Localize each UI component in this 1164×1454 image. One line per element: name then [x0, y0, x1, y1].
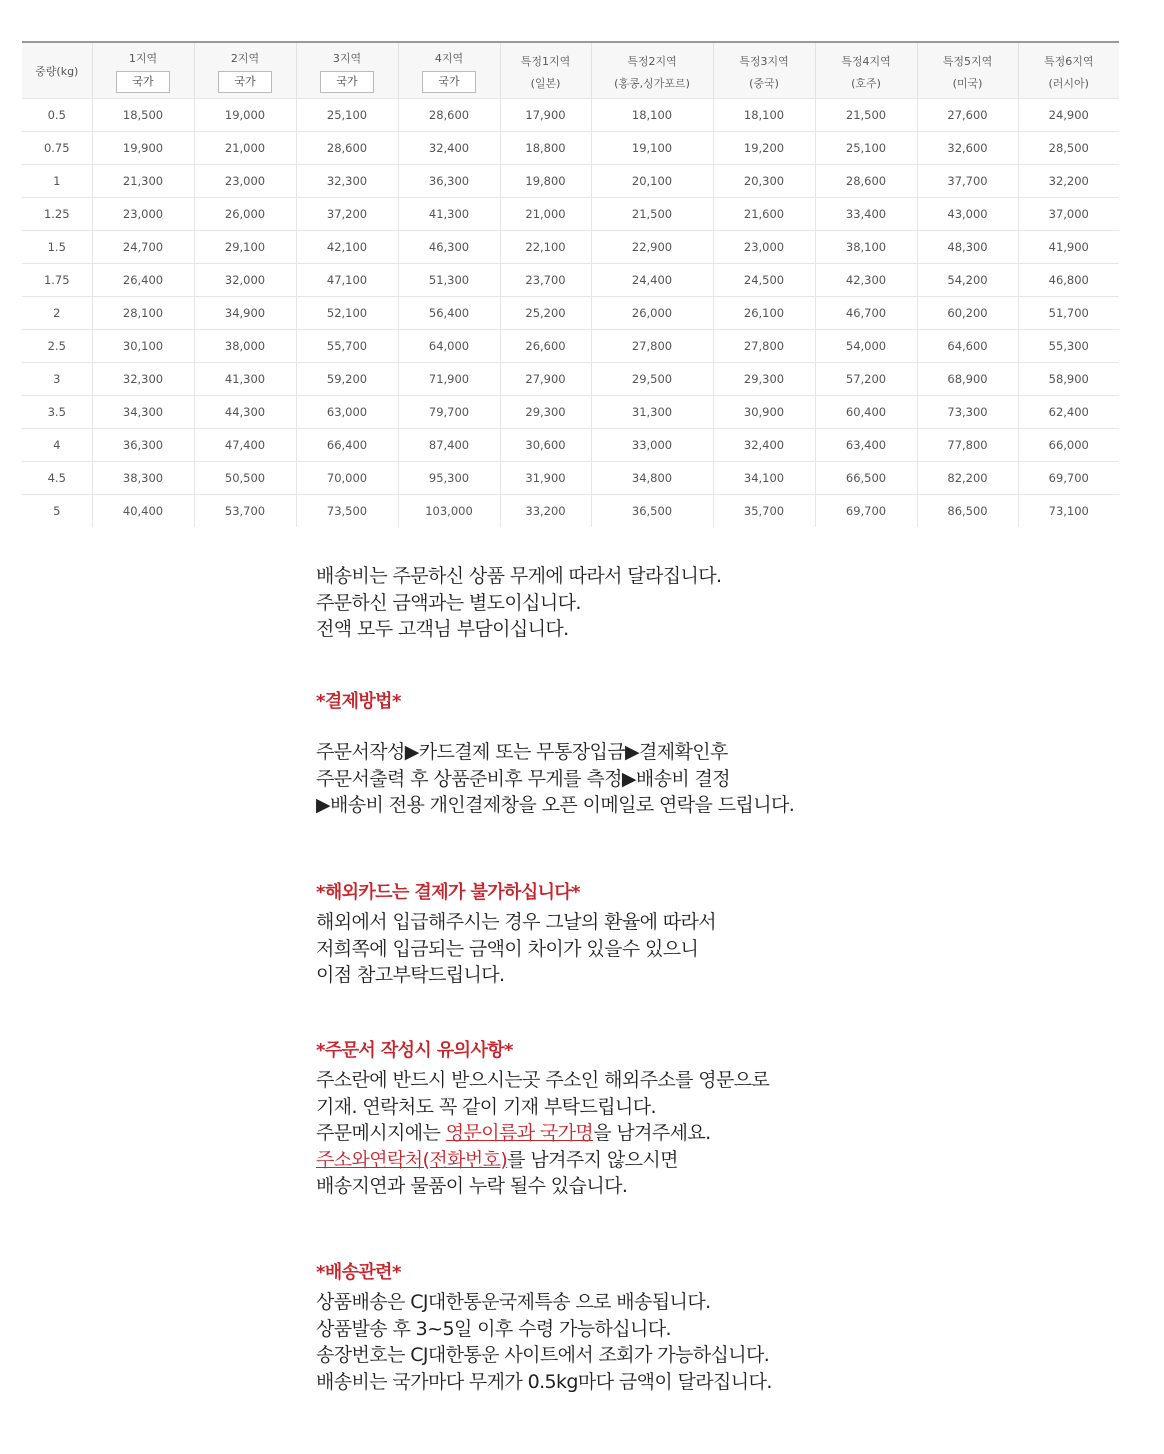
- weight-cell: 3.5: [22, 396, 92, 429]
- price-cell: 27,600: [917, 99, 1018, 132]
- table-body: [22, 99, 1119, 528]
- price-cell: 19,200: [713, 132, 815, 165]
- price-cell: 66,400: [296, 429, 398, 462]
- price-cell: 77,800: [917, 429, 1018, 462]
- price-cell: 32,000: [194, 264, 296, 297]
- price-cell: 82,200: [917, 462, 1018, 495]
- price-cell: 18,100: [713, 99, 815, 132]
- intro-line: 배송비는 주문하신 상품 무게에 따라서 달라집니다.: [316, 565, 722, 587]
- price-cell: 41,300: [194, 363, 296, 396]
- weight-header-label: 중량(kg): [35, 64, 79, 78]
- price-cell: 60,200: [917, 297, 1018, 330]
- price-cell: 17,900: [500, 99, 591, 132]
- price-cell: 40,400: [92, 495, 194, 528]
- price-cell: 34,900: [194, 297, 296, 330]
- shipping-notes: [316, 563, 916, 1395]
- country-button[interactable]: 국가: [218, 71, 272, 93]
- price-cell: 33,200: [500, 495, 591, 528]
- region-header-label: 특정6지역: [1043, 54, 1094, 68]
- price-cell: 36,300: [398, 165, 500, 198]
- price-cell: 21,600: [713, 198, 815, 231]
- shipping-heading: *배송관련*: [316, 1261, 401, 1283]
- price-cell: 24,700: [92, 231, 194, 264]
- intro-section: [316, 563, 916, 643]
- price-cell: 69,700: [815, 495, 917, 528]
- order-line-text: 주문메시지에는: [316, 1122, 446, 1144]
- order-line: 주소란에 반드시 받으시는곳 주소인 해외주소를 영문으로: [316, 1069, 770, 1091]
- price-cell: 30,900: [713, 396, 815, 429]
- price-cell: 59,200: [296, 363, 398, 396]
- price-cell: 19,900: [92, 132, 194, 165]
- country-button[interactable]: 국가: [422, 71, 476, 93]
- price-cell: 29,300: [500, 396, 591, 429]
- price-cell: 23,000: [92, 198, 194, 231]
- shipping-rate-table: [22, 41, 1119, 527]
- price-cell: 26,400: [92, 264, 194, 297]
- price-cell: 22,900: [591, 231, 713, 264]
- region-header: [92, 42, 194, 99]
- price-cell: 35,700: [713, 495, 815, 528]
- price-cell: 71,900: [398, 363, 500, 396]
- order-line: 배송지연과 물품이 누락 될수 있습니다.: [316, 1175, 628, 1197]
- price-cell: 32,200: [1018, 165, 1119, 198]
- price-cell: 69,700: [1018, 462, 1119, 495]
- price-cell: 73,500: [296, 495, 398, 528]
- table-row: [22, 198, 1119, 231]
- region-header-label: 2지역: [230, 52, 260, 65]
- region-header-label: 4지역: [434, 52, 464, 65]
- price-cell: 21,000: [500, 198, 591, 231]
- price-cell: 79,700: [398, 396, 500, 429]
- intro-line: 주문하신 금액과는 별도이십니다.: [316, 591, 581, 614]
- price-cell: 26,600: [500, 330, 591, 363]
- weight-cell: 3: [22, 363, 92, 396]
- region-header: [713, 42, 815, 99]
- price-cell: 48,300: [917, 231, 1018, 264]
- weight-cell: 2.5: [22, 330, 92, 363]
- price-cell: 34,100: [713, 462, 815, 495]
- weight-cell: 4: [22, 429, 92, 462]
- intro-line: 전액 모두 고객님 부담이십니다.: [316, 618, 569, 640]
- price-cell: 21,000: [194, 132, 296, 165]
- price-cell: 47,400: [194, 429, 296, 462]
- price-cell: 32,400: [398, 132, 500, 165]
- price-cell: 63,400: [815, 429, 917, 462]
- region-header: [296, 42, 398, 99]
- price-cell: 55,300: [1018, 330, 1119, 363]
- price-cell: 37,000: [1018, 198, 1119, 231]
- region-header-label: 1지역: [128, 52, 158, 65]
- table-row: [22, 132, 1119, 165]
- english-name-country-highlight: 영문이름과 국가명: [445, 1122, 594, 1144]
- shipping-line: 상품발송 후 3~5일 이후 수령 가능하십니다.: [316, 1317, 671, 1340]
- region-header: [194, 42, 296, 99]
- weight-cell: 1: [22, 165, 92, 198]
- price-cell: 24,900: [1018, 99, 1119, 132]
- price-cell: 44,300: [194, 396, 296, 429]
- shipping-line: 상품배송은 CJ대한통운국제특송 으로 배송됩니다.: [316, 1291, 711, 1313]
- price-cell: 32,400: [713, 429, 815, 462]
- weight-cell: 0.5: [22, 99, 92, 132]
- price-cell: 87,400: [398, 429, 500, 462]
- price-cell: 41,900: [1018, 231, 1119, 264]
- price-cell: 38,300: [92, 462, 194, 495]
- order-line-text: 을 남겨주세요.: [593, 1122, 711, 1144]
- table-row: [22, 462, 1119, 495]
- region-header-label: 특정4지역: [841, 54, 891, 68]
- weight-cell: 5: [22, 495, 92, 528]
- address-contact-highlight: 주소와연락처(전화번호): [316, 1148, 508, 1171]
- price-cell: 29,500: [591, 363, 713, 396]
- price-cell: 32,300: [92, 363, 194, 396]
- price-cell: 31,900: [500, 462, 591, 495]
- payment-section: [316, 739, 916, 819]
- price-cell: 57,200: [815, 363, 917, 396]
- price-cell: 70,000: [296, 462, 398, 495]
- payment-line: 주문서작성▶카드결제 또는 무통장입금▶결제확인후: [316, 741, 728, 763]
- region-country-label: (일본): [530, 76, 561, 90]
- table-row: [22, 429, 1119, 462]
- table-row: [22, 99, 1119, 132]
- price-cell: 64,000: [398, 330, 500, 363]
- shipping-section: [316, 1289, 916, 1395]
- table-row: [22, 495, 1119, 528]
- country-button[interactable]: 국가: [320, 71, 374, 93]
- card-line: 이점 참고부탁드립니다.: [316, 964, 505, 986]
- table-row: [22, 264, 1119, 297]
- price-cell: 38,000: [194, 330, 296, 363]
- card-heading: *해외카드는 결제가 불가하십니다*: [316, 881, 580, 903]
- region-header: [500, 42, 591, 99]
- price-cell: 28,500: [1018, 132, 1119, 165]
- price-cell: 63,000: [296, 396, 398, 429]
- payment-heading: *결제방법*: [316, 690, 401, 712]
- price-cell: 36,500: [591, 495, 713, 528]
- weight-header: [22, 42, 92, 99]
- price-cell: 64,600: [917, 330, 1018, 363]
- region-header-label: 특정5지역: [942, 54, 993, 68]
- price-cell: 47,100: [296, 264, 398, 297]
- table-row: [22, 231, 1119, 264]
- price-cell: 28,600: [815, 165, 917, 198]
- region-header-label: 3지역: [332, 52, 362, 65]
- payment-line: ▶배송비 전용 개인결제창을 오픈 이메일로 연락을 드립니다.: [316, 794, 795, 816]
- card-section: [316, 909, 916, 989]
- price-cell: 58,900: [1018, 363, 1119, 396]
- shipping-line: 송장번호는 CJ대한통운 사이트에서 조회가 가능하십니다.: [316, 1344, 770, 1366]
- price-cell: 18,500: [92, 99, 194, 132]
- table-row: [22, 396, 1119, 429]
- table-row: [22, 165, 1119, 198]
- price-cell: 56,400: [398, 297, 500, 330]
- price-cell: 33,400: [815, 198, 917, 231]
- price-cell: 23,700: [500, 264, 591, 297]
- price-cell: 62,400: [1018, 396, 1119, 429]
- order-line: [316, 1147, 916, 1174]
- price-cell: 86,500: [917, 495, 1018, 528]
- price-cell: 66,000: [1018, 429, 1119, 462]
- region-header: [398, 42, 500, 99]
- price-cell: 103,000: [398, 495, 500, 528]
- price-cell: 23,000: [194, 165, 296, 198]
- table-row: [22, 297, 1119, 330]
- table-header-row: [22, 42, 1119, 99]
- price-cell: 32,600: [917, 132, 1018, 165]
- weight-cell: 2: [22, 297, 92, 330]
- price-cell: 95,300: [398, 462, 500, 495]
- price-cell: 24,500: [713, 264, 815, 297]
- order-line-text: 를 남겨주지 않으시면: [507, 1148, 678, 1171]
- price-cell: 33,000: [591, 429, 713, 462]
- order-line: 기재. 연락처도 꼭 같이 기재 부탁드립니다.: [316, 1095, 656, 1118]
- price-cell: 24,400: [591, 264, 713, 297]
- price-cell: 28,600: [296, 132, 398, 165]
- price-cell: 41,300: [398, 198, 500, 231]
- order-section: [316, 1067, 916, 1200]
- price-cell: 60,400: [815, 396, 917, 429]
- shipping-line: 배송비는 국가마다 무게가 0.5kg마다 금액이 달라집니다.: [316, 1370, 772, 1393]
- payment-line: 주문서출력 후 상품준비후 무게를 측정▶배송비 결정: [316, 767, 731, 790]
- price-cell: 55,700: [296, 330, 398, 363]
- price-cell: 50,500: [194, 462, 296, 495]
- card-line: 해외에서 입급해주시는 경우 그날의 환율에 따라서: [316, 911, 717, 933]
- price-cell: 46,800: [1018, 264, 1119, 297]
- price-cell: 32,300: [296, 165, 398, 198]
- price-cell: 25,200: [500, 297, 591, 330]
- country-button[interactable]: 국가: [116, 71, 170, 93]
- price-cell: 28,100: [92, 297, 194, 330]
- region-header-label: 특정3지역: [739, 54, 789, 68]
- price-cell: 68,900: [917, 363, 1018, 396]
- weight-cell: 1.5: [22, 231, 92, 264]
- price-cell: 19,000: [194, 99, 296, 132]
- price-cell: 18,100: [591, 99, 713, 132]
- card-line: 저희쪽에 입금되는 금액이 차이가 있을수 있으니: [316, 937, 699, 960]
- price-cell: 31,300: [591, 396, 713, 429]
- price-cell: 43,000: [917, 198, 1018, 231]
- price-cell: 20,100: [591, 165, 713, 198]
- price-cell: 25,100: [815, 132, 917, 165]
- region-country-label: (러시아): [1048, 76, 1089, 90]
- table-row: [22, 363, 1119, 396]
- price-cell: 27,800: [591, 330, 713, 363]
- price-cell: 21,500: [815, 99, 917, 132]
- price-cell: 34,300: [92, 396, 194, 429]
- price-cell: 21,300: [92, 165, 194, 198]
- weight-cell: 1.75: [22, 264, 92, 297]
- price-cell: 28,600: [398, 99, 500, 132]
- price-cell: 26,100: [713, 297, 815, 330]
- price-cell: 23,000: [713, 231, 815, 264]
- price-cell: 42,300: [815, 264, 917, 297]
- weight-cell: 0.75: [22, 132, 92, 165]
- price-cell: 18,800: [500, 132, 591, 165]
- price-cell: 26,000: [591, 297, 713, 330]
- price-cell: 73,300: [917, 396, 1018, 429]
- price-cell: 27,900: [500, 363, 591, 396]
- price-cell: 51,300: [398, 264, 500, 297]
- price-cell: 66,500: [815, 462, 917, 495]
- price-cell: 20,300: [713, 165, 815, 198]
- region-header: [1018, 42, 1119, 99]
- price-cell: 19,800: [500, 165, 591, 198]
- region-header: [591, 42, 713, 99]
- order-heading: *주문서 작성시 유의사항*: [316, 1039, 513, 1061]
- price-cell: 42,100: [296, 231, 398, 264]
- price-cell: 52,100: [296, 297, 398, 330]
- region-header: [815, 42, 917, 99]
- weight-cell: 1.25: [22, 198, 92, 231]
- price-cell: 53,700: [194, 495, 296, 528]
- price-cell: 46,700: [815, 297, 917, 330]
- price-cell: 73,100: [1018, 495, 1119, 528]
- price-cell: 46,300: [398, 231, 500, 264]
- price-cell: 37,200: [296, 198, 398, 231]
- price-cell: 51,700: [1018, 297, 1119, 330]
- price-cell: 54,200: [917, 264, 1018, 297]
- price-cell: 26,000: [194, 198, 296, 231]
- table-row: [22, 330, 1119, 363]
- price-cell: 54,000: [815, 330, 917, 363]
- order-line: [316, 1120, 916, 1147]
- region-country-label: (홍콩,싱가포르): [614, 76, 690, 90]
- price-cell: 22,100: [500, 231, 591, 264]
- shipping-rate-table-wrapper: [22, 41, 1119, 527]
- price-cell: 30,100: [92, 330, 194, 363]
- price-cell: 30,600: [500, 429, 591, 462]
- price-cell: 29,100: [194, 231, 296, 264]
- price-cell: 37,700: [917, 165, 1018, 198]
- price-cell: 21,500: [591, 198, 713, 231]
- region-country-label: (중국): [749, 76, 779, 90]
- region-header: [917, 42, 1018, 99]
- price-cell: 36,300: [92, 429, 194, 462]
- price-cell: 19,100: [591, 132, 713, 165]
- price-cell: 27,800: [713, 330, 815, 363]
- region-header-label: 특정2지역: [627, 54, 677, 68]
- price-cell: 38,100: [815, 231, 917, 264]
- price-cell: 34,800: [591, 462, 713, 495]
- region-header-label: 특정1지역: [520, 54, 571, 68]
- weight-cell: 4.5: [22, 462, 92, 495]
- price-cell: 25,100: [296, 99, 398, 132]
- region-country-label: (미국): [952, 76, 983, 90]
- region-country-label: (호주): [851, 76, 881, 90]
- price-cell: 29,300: [713, 363, 815, 396]
